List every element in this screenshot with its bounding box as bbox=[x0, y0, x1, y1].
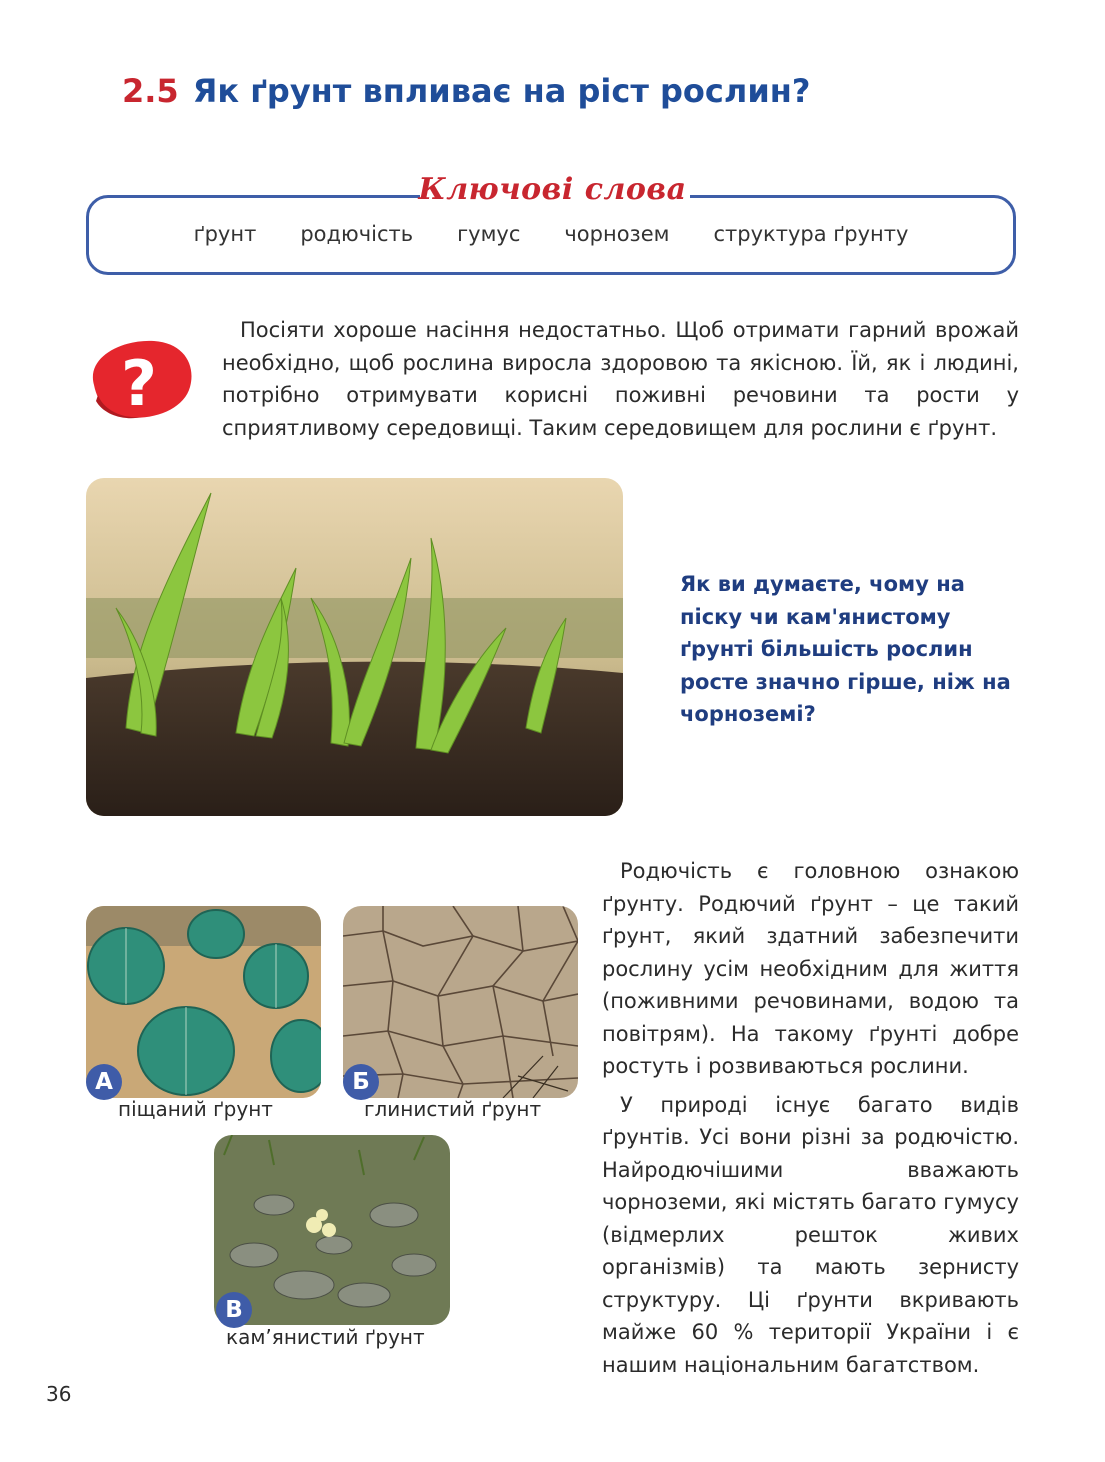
page-number: 36 bbox=[46, 1382, 72, 1406]
caption-clay-soil: глинистий ґрунт bbox=[364, 1097, 542, 1121]
svg-text:?: ? bbox=[121, 347, 157, 420]
sandy-soil-photo bbox=[86, 906, 321, 1098]
image-badge-b: Б bbox=[343, 1064, 379, 1100]
keyword-item: гумус bbox=[457, 222, 521, 246]
keywords-title: Ключові слова bbox=[418, 172, 687, 207]
rocky-soil-photo bbox=[214, 1135, 450, 1325]
sprouts-photo bbox=[86, 478, 623, 816]
keyword-item: ґрунт bbox=[193, 222, 257, 246]
intro-text: Посіяти хороше насіння недостатньо. Щоб отримати гарний врожай необхідно, щоб рослина виросла здоровою та якісною. Їй, як і людині, потрібно отримувати корисні поживні речовини та рости у сприятливому середовищі. Таким середовищем для рослини є ґрунт. bbox=[222, 318, 1019, 440]
keywords-list bbox=[86, 222, 1016, 246]
body-text bbox=[602, 855, 1019, 1381]
section-title: Як ґрунт впливає на ріст рослин? bbox=[192, 72, 811, 110]
discussion-question: Як ви думаєте, чому на піску чи кам'янистому ґрунті більшість рослин росте значно гірше, ніж на чорноземі? bbox=[680, 572, 1011, 726]
caption-sandy-soil: піщаний ґрунт bbox=[118, 1097, 273, 1121]
intro-paragraph bbox=[222, 314, 1019, 444]
caption-rocky-soil: кам’янистий ґрунт bbox=[226, 1325, 425, 1349]
body-paragraph-1: Родючість є головною ознакою ґрунту. Родючий ґрунт – це такий ґрунт, який здатний забезпечити рослину усім необхідним для життя (поживними речовинами, водою та повітрям). На такому ґрунті добре ростуть і розвиваються рослини. bbox=[602, 859, 1019, 1078]
question-mark-icon bbox=[84, 335, 196, 421]
keyword-item: родючість bbox=[300, 222, 414, 246]
image-badge-c: В bbox=[216, 1292, 252, 1328]
section-number: 2.5 bbox=[122, 72, 179, 110]
image-badge-a: А bbox=[86, 1064, 122, 1100]
clay-soil-photo bbox=[343, 906, 578, 1098]
body-paragraph-2: У природі існує багато видів ґрунтів. Усі вони різні за родючістю. Найродючішими вважають чорноземи, які містять багато гумусу (відмерлих решток живих організмів) та мають зернисту структуру. Ці ґрунти вкривають майже 60 % території України і є нашим національним багатством. bbox=[602, 1092, 1019, 1377]
section-heading bbox=[122, 72, 810, 110]
keyword-item: чорнозем bbox=[564, 222, 670, 246]
keyword-item: структура ґрунту bbox=[713, 222, 909, 246]
